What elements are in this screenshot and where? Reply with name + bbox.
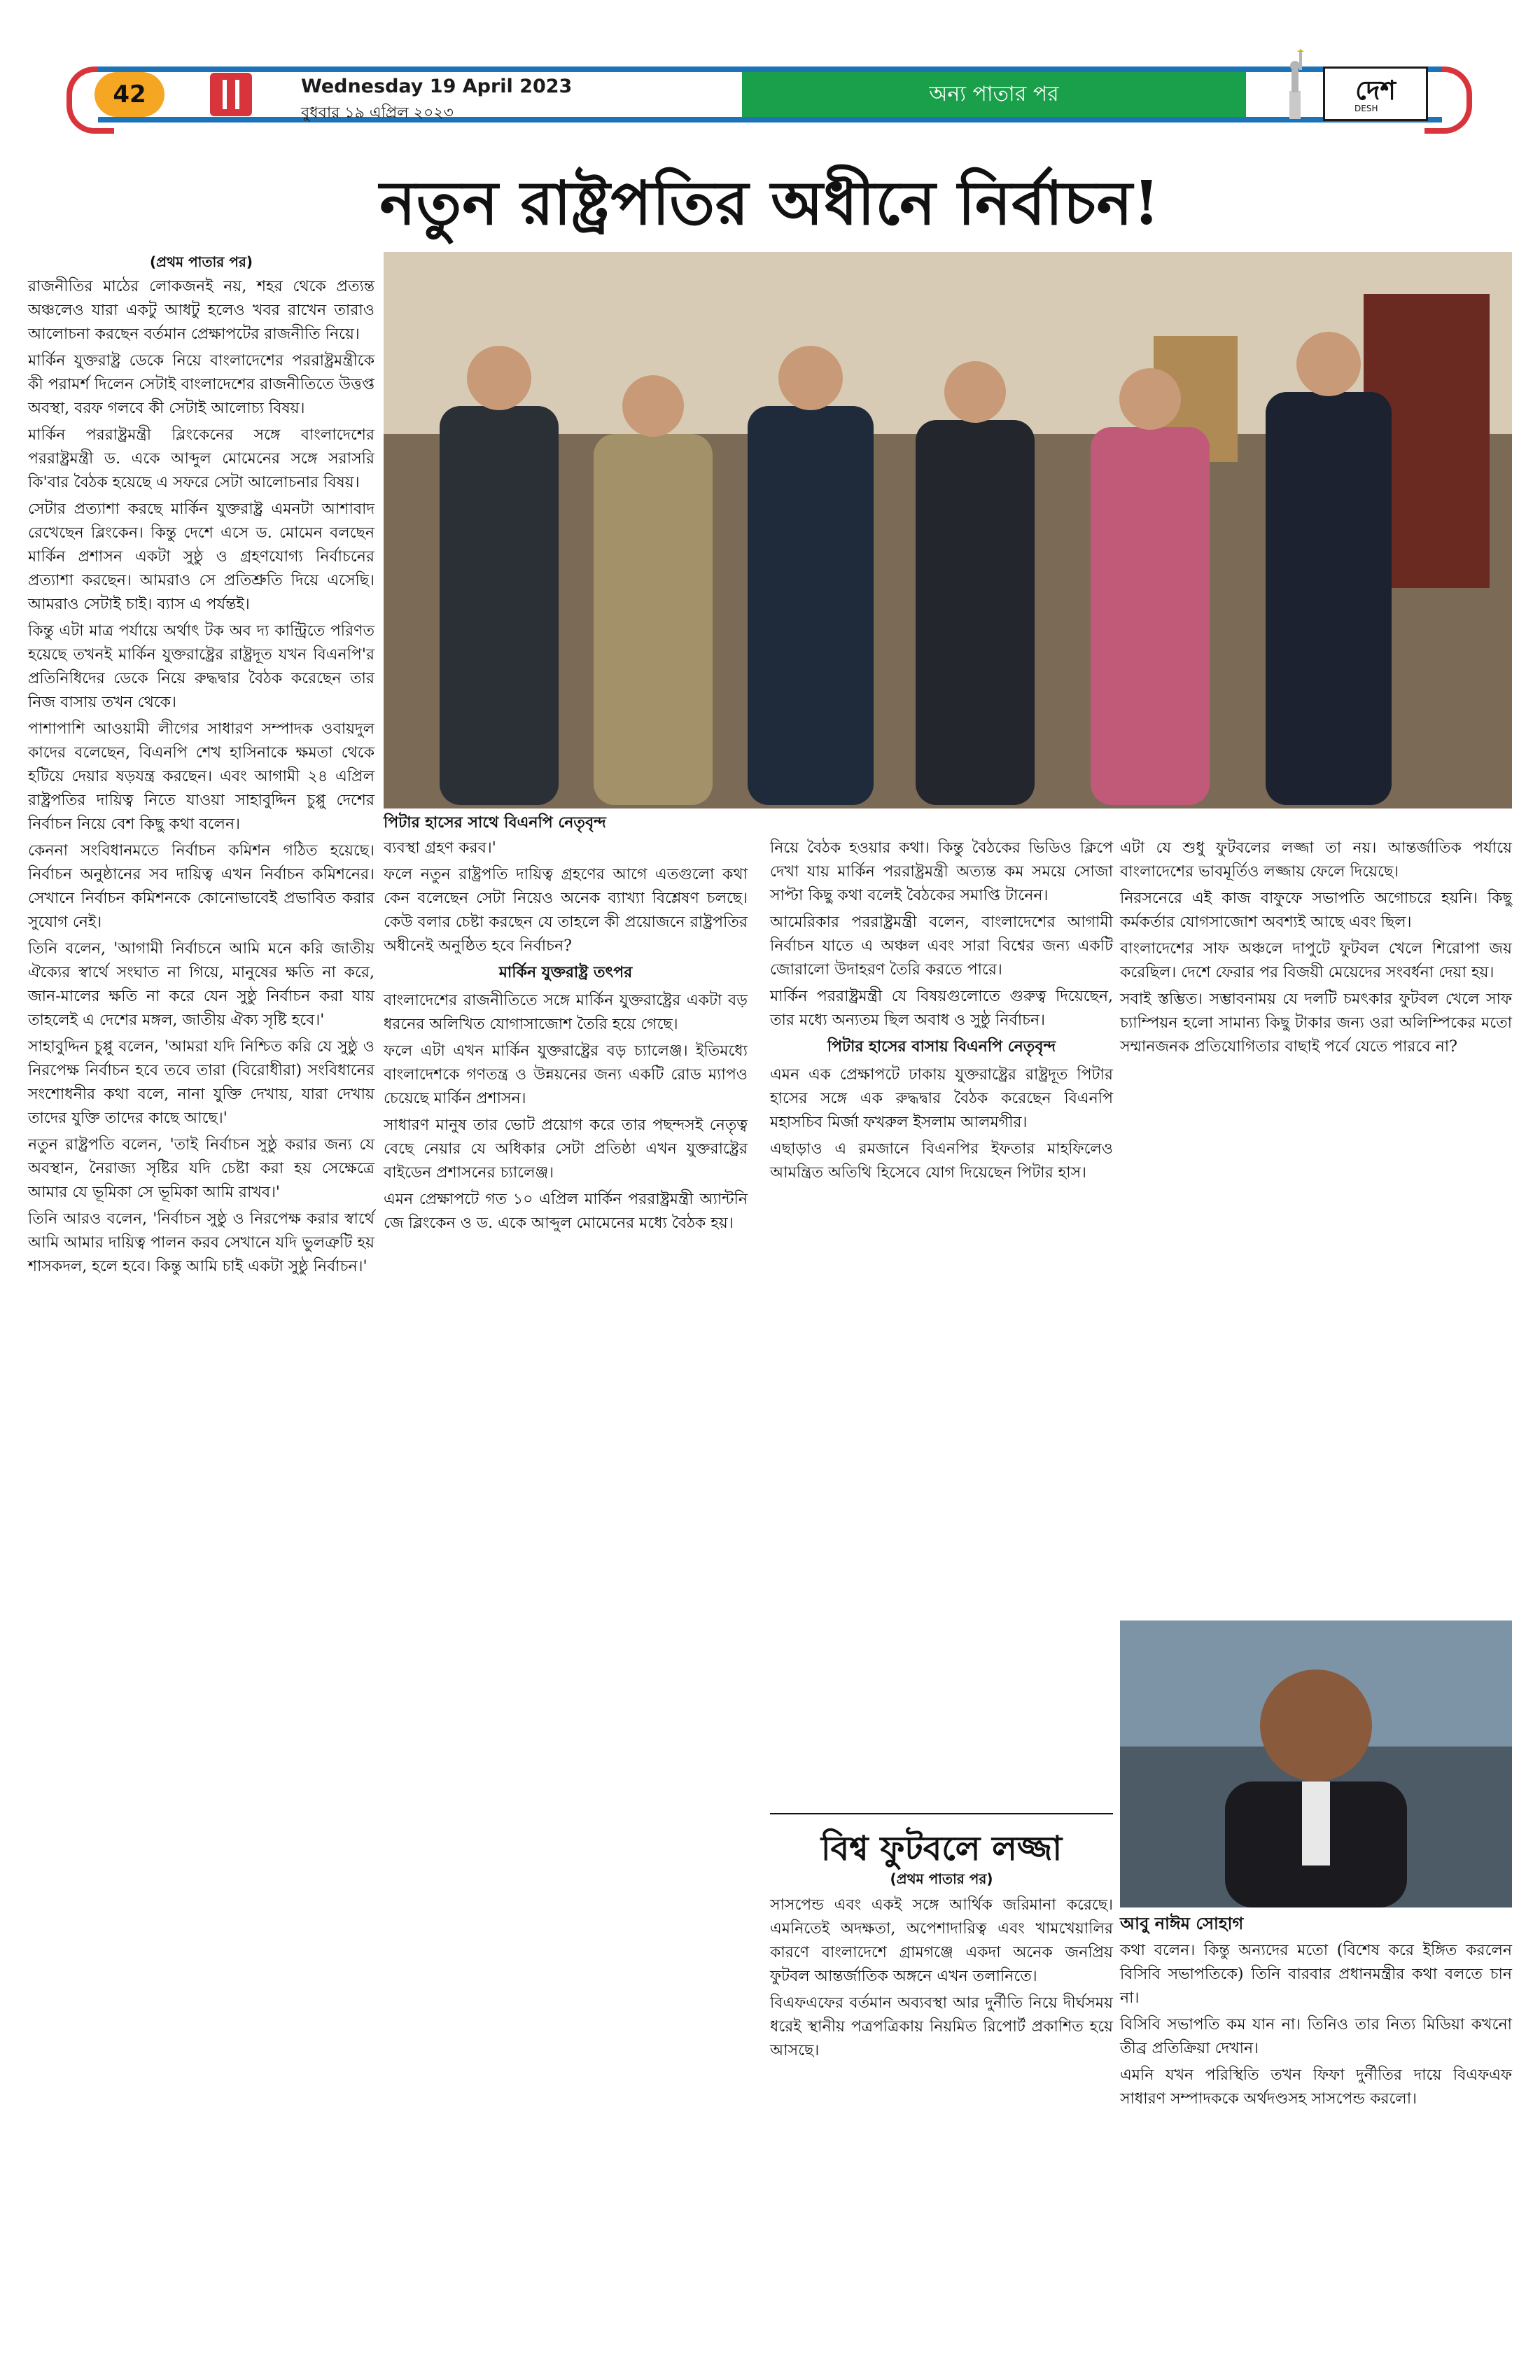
portrait-caption: আবু নাঈম সোহাগ xyxy=(1120,1914,1244,1933)
paragraph: মার্কিন পররাষ্ট্রমন্ত্রী যে বিষয়গুলোতে গুরুত্ব দিয়েছেন, তার মধ্যে অন্যতম ছিল অবাধ ও সুষ্ঠু নির্বাচন। xyxy=(770,988,1113,1029)
kicker: (প্রথম পাতার পর) xyxy=(150,253,253,270)
brand-name: দেশ xyxy=(1355,75,1396,106)
paragraph: বিএফএফের বর্তমান অব্যবস্থা আর দুর্নীতি নিয়ে দীর্ঘসময় ধরেই স্থানীয় পত্রপত্রিকায় নিয়মিত রিপোর্ট প্রকাশিত হয়ে আসছে। xyxy=(770,1994,1113,2059)
brand-sub: DESH xyxy=(1354,104,1378,113)
paragraph: এমন প্রেক্ষাপটে গত ১০ এপ্রিল মার্কিন পররাষ্ট্রমন্ত্রী অ্যান্টনি জে ব্লিংকেন ও ড. একে আব্দুল মোমেনের মধ্যে বৈঠক হয়। xyxy=(384,1191,748,1232)
paragraph: এটা যে শুধু ফুটবলের লজ্জা তা নয়। আন্তর্জাতিক পর্যায়ে বাংলাদেশের ভাবমূর্তিও লজ্জায় ফেলে দিয়েছে। xyxy=(1120,839,1512,881)
article-column-4b xyxy=(1120,1939,1512,2114)
second-article-body xyxy=(770,1893,1113,2066)
paragraph: পাশাপাশি আওয়ামী লীগের সাধারণ সম্পাদক ওবায়দুল কাদের বলেছেন, বিএনপি শেখ হাসিনাকে ক্ষমতা থেকে হটিয়ে দেয়ার ষড়যন্ত্র করছেন। এবং আগামী ২৪ এপ্রিল রাষ্ট্রপতির দায়িত্ব নিতে যাওয়া সাহাবুদ্দিন চুপ্পু দেশের নির্বাচন নিয়ে বেশ কিছু কথা বলেন। xyxy=(28,720,374,833)
article-column-2 xyxy=(384,836,748,1238)
publication-icon xyxy=(210,73,252,116)
paragraph: মার্কিন যুক্তরাষ্ট্র ডেকে নিয়ে বাংলাদেশের পররাষ্ট্রমন্ত্রীকে কী পরামর্শ দিলেন সেটাই বাংলাদেশের রাজনীতিতে উত্তপ্ত অবস্থা, বরফ গলবে কী সেটাই আলোচ্য বিষয়। xyxy=(28,352,374,417)
paragraph: এছাড়াও এ রমজানে বিএনপির ইফতার মাহফিলেও আমন্ত্রিত অতিথি হিসেবে যোগ দিয়েছেন পিটার হাস। xyxy=(770,1140,1113,1182)
column-1-text xyxy=(28,275,374,1279)
paragraph: আমেরিকার পররাষ্ট্রমন্ত্রী বলেন, বাংলাদেশের আগামী নির্বাচন যাতে এ অঞ্চল এবং সারা বিশ্বের জন্য একটি জোরালো উদাহরণ তৈরি করতে পারে। xyxy=(770,913,1113,979)
paragraph: রাজনীতির মাঠের লোকজনই নয়, শহর থেকে প্রত্যন্ত অঞ্চলেও যারা একটু আধটু হলেও খবর রাখেন তারাও আলোচনা করছেন বর্তমান প্রেক্ষাপটের রাজনীতি নিয়ে। xyxy=(28,278,374,343)
paragraph: তিনি বলেন, 'আগামী নির্বাচনে আমি মনে করি জাতীয় ঐক্যের স্বার্থে সংঘাত না গিয়ে, মানুষের ক্ষতি না করে, জান-মালের ক্ষতি না করে যেন সুষ্ঠু নির্বাচন করা যায় তাহলেই এ দেশের মঙ্গল, জাতীয় ঐক্য সৃষ্টি হবে।' xyxy=(28,940,374,1029)
group-photo-illustration xyxy=(384,252,1512,808)
paragraph: তিনি আরও বলেন, 'নির্বাচন সুষ্ঠু ও নিরপেক্ষ করার স্বার্থে আমি আমার দায়িত্ব পালন করব সেখানে যদি ভুলত্রুটি হয় শাসকদল, হলে হবে। কিন্তু আমি চাই একটা সুষ্ঠু নির্বাচন।' xyxy=(28,1210,374,1275)
divider xyxy=(770,1813,1113,1814)
paragraph: সাসপেন্ড এবং একই সঙ্গে আর্থিক জরিমানা করেছে। এমনিতেই অদক্ষতা, অপেশাদারিত্ব এবং খামখেয়ালির কারণে বাংলাদেশে গ্রামগঞ্জে একদা অনেক জনপ্রিয় ফুটবল আন্তর্জাতিক অঙ্গনে এখন তলানিতে। xyxy=(770,1896,1113,1985)
paragraph: নতুন রাষ্ট্রপতি বলেন, 'তাই নির্বাচন সুষ্ঠু করার জন্য যে অবস্থান, নৈরাজ্য সৃষ্টির যদি চেষ্টা করা হয় সেক্ষেত্রে আমার যে ভূমিকা সে ভূমিকা আমি রাখব।' xyxy=(28,1136,374,1201)
portrait-photo xyxy=(1120,1620,1512,1907)
statue-of-liberty-icon xyxy=(1274,49,1316,119)
group-photo xyxy=(384,252,1512,808)
date-bangla: বুধবার ১৯ এপ্রিল ২০২৩ xyxy=(301,104,454,122)
section-label: অন্য পাতার পর xyxy=(742,72,1246,117)
paragraph: নিরসনেরে এই কাজ বাফুফে সভাপতি অগোচরে হয়নি। কিছু কর্মকর্তার যোগসাজোশ অবশ্যই আছে এবং ছিল। xyxy=(1120,890,1512,931)
section-subhead: পিটার হাসের বাসায় বিএনপি নেতৃবৃন্দ xyxy=(827,1038,1056,1056)
paragraph: মার্কিন পররাষ্ট্রমন্ত্রী ব্লিংকেনের সঙ্গে বাংলাদেশের পররাষ্ট্রমন্ত্রী ড. একে আব্দুল মোমেনের সঙ্গে সরাসরি কি'বার বৈঠক হয়েছে এ সফরে সেটা আলোচনার বিষয়। xyxy=(28,426,374,491)
photo-caption: পিটার হাসের সাথে বিএনপি নেতৃবৃন্দ xyxy=(384,814,606,832)
paragraph: কেননা সংবিধানমতে নির্বাচন কমিশন গঠিত হয়েছে। নির্বাচন অনুষ্ঠানের সব দায়িত্ব এখন নির্বাচন কমিশনের। সেখানে নির্বাচন কমিশনকে কোনোভাবেই প্রভাবিত করার সুযোগ নেই। xyxy=(28,842,374,931)
paragraph: ফলে নতুন রাষ্ট্রপতি দায়িত্ব গ্রহণের আগে এতগুলো কথা কেন বলেছেন সেটা নিয়েও অনেক ব্যাখ্যা বিশ্লেষণ চলছে। কেউ বলার চেষ্টা করছেন যে তাহলে কী প্রয়োজনে রাষ্ট্রপতির অধীনেই অনুষ্ঠিত হবে নির্বাচন? xyxy=(384,866,748,955)
section-subhead: মার্কিন যুক্তরাষ্ট্র তৎপর xyxy=(498,964,633,981)
paragraph: এমনি যখন পরিস্থিতি তখন ফিফা দুর্নীতির দায়ে বিএফএফ সাধারণ সম্পাদককে অর্থদণ্ডসহ সাসপেন্ড করলো। xyxy=(1120,2066,1512,2108)
page-number: 42 xyxy=(94,72,164,117)
paragraph: সেটার প্রত্যাশা করছে মার্কিন যুক্তরাষ্ট্র এমনটা আশাবাদ রেখেছেন ব্লিংকেন। কিন্তু দেশে এসে ড. মোমেন বলছেন মার্কিন প্রশাসন একটা সুষ্ঠু ও গ্রহণযোগ্য নির্বাচনের প্রত্যাশা করছেন। আমরাও সে প্রতিশ্রুতি দিয়ে এসেছি। আমরাও সেটাই চাই। ব্যাস এ পর্যন্তই। xyxy=(28,500,374,613)
paragraph: বিসিবি সভাপতি কম যান না। তিনিও তার নিত্য মিডিয়া কখনো তীব্র প্রতিক্রিয়া দেখান। xyxy=(1120,2016,1512,2057)
main-headline: নতুন রাষ্ট্রপতির অধীনে নির্বাচন! xyxy=(379,168,1161,239)
second-kicker: (প্রথম পাতার পর) xyxy=(890,1870,993,1887)
paragraph: বাংলাদেশের সাফ অঞ্চলে দাপুটে ফুটবল খেলে শিরোপা জয় করেছিল। দেশে ফেরার পর বিজয়ী মেয়েদের সংবর্ধনা দেয়া হয়। xyxy=(1120,940,1512,981)
paragraph: সাহাবুদ্দিন চুপ্পু বলেন, 'আমরা যদি নিশ্চিত করি যে সুষ্ঠু ও নিরপেক্ষ নির্বাচন হবে তবে তারা (বিরোধীরা) সংবিধানের সংশোধনীর কথা বলে, নানা যুক্তি দেখায়, যারা দেখায় তাদের যুক্তি তাদের কাছে আছে।' xyxy=(28,1038,374,1127)
paragraph: এমন এক প্রেক্ষাপটে ঢাকায় যুক্তরাষ্ট্রের রাষ্ট্রদূত পিটার হাসের সঙ্গে এক রুদ্ধদ্বার বৈঠক করেছেন বিএনপি মহাসচিব মির্জা ফখরুল ইসলাম আলমগীর। xyxy=(770,1066,1113,1131)
article-column-4 xyxy=(1120,836,1512,1062)
paragraph: নিয়ে বৈঠক হওয়ার কথা। কিন্তু বৈঠকের ভিডিও ক্লিপে দেখা যায় মার্কিন পররাষ্ট্রমন্ত্রী অত্যন্ত কম সময়ে সোজা সাপ্টা কিছু কথা বলেই বৈঠকের সমাপ্তি টানেন। xyxy=(770,839,1113,904)
portrait-illustration xyxy=(1120,1620,1512,1907)
article-column-3 xyxy=(770,836,1113,1188)
paragraph: কথা বলেন। কিন্তু অন্যদের মতো (বিশেষ করে ইঙ্গিত করলেন বিসিবি সভাপতিকে) তিনি বারবার প্রধানমন্ত্রীর কথা বলতে চান না। xyxy=(1120,1942,1512,2007)
paragraph: কিন্তু এটা মাত্র পর্যায়ে অর্থাৎ টক অব দ্য কান্ট্রিতে পরিণত হয়েছে তখনই মার্কিন যুক্তরাষ্ট্রের রাষ্ট্রদূত যখন বিএনপি'র প্রতিনিধিদের ডেকে নিয়ে রুদ্ধদ্বার বৈঠক করেছেন তার নিজ বাসায় তখন থেকে। xyxy=(28,622,374,711)
date-english: Wednesday 19 April 2023 xyxy=(301,76,573,97)
paragraph: সবাই স্তম্ভিত। সম্ভাবনাময় যে দলটি চমৎকার ফুটবল খেলে সাফ চ্যাম্পিয়ন হলো সামান্য কিছু টাকার জন্য ওরা অলিম্পিকের মতো সম্মানজনক প্রতিযোগিতার বাছাই পর্বে যেতে পারবে না? xyxy=(1120,990,1512,1056)
paragraph: বাংলাদেশের রাজনীতিতে সঙ্গে মার্কিন যুক্তরাষ্ট্রের একটা বড় ধরনের অলিখিত যোগাসাজোশ তৈরি হয়ে গেছে। xyxy=(384,992,748,1033)
paragraph: সাধারণ মানুষ তার ভোট প্রয়োগ করে তার পছন্দসই নেতৃত্ব বেছে নেয়ার যে অধিকার সেটা প্রতিষ্ঠা এখন যুক্তরাষ্ট্রের বাইডেন প্রশাসনের চ্যালেঞ্জ। xyxy=(384,1116,748,1182)
second-headline: বিশ্ব ফুটবলে লজ্জা xyxy=(820,1829,1063,1868)
article-column-1 xyxy=(28,252,374,1282)
paragraph: ফলে এটা এখন মার্কিন যুক্তরাষ্ট্রের বড় চ্যালেঞ্জ। ইতিমধ্যে বাংলাদেশকে গণতন্ত্র ও উন্নয়নের জন্য একটি রোড ম্যাপও চেয়েছে মার্কিন প্রশাসন। xyxy=(384,1042,748,1107)
paragraph: ব্যবস্থা গ্রহণ করব।' xyxy=(384,839,496,857)
